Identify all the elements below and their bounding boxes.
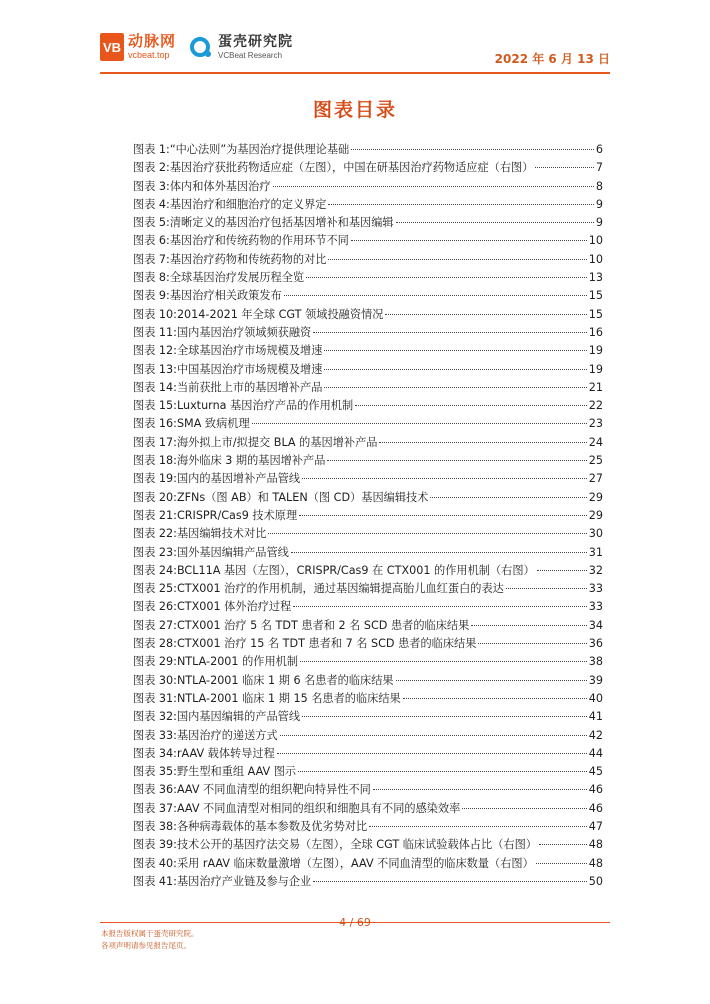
toc-entry-label: 图表 16: [133,417,177,431]
toc-entry[interactable] [133,397,603,415]
toc-entry[interactable] [133,855,603,873]
page-number: 4 / 69 [339,916,371,929]
toc-entry[interactable] [133,178,603,196]
toc-entry-title: 基因治疗药物和传统药物的对比 [169,252,327,266]
toc-entry[interactable] [133,287,603,305]
toc-entry-page: 25 [588,454,603,468]
vb-badge-icon: VB [100,33,124,61]
toc-entry-label: 图表 31: [133,691,177,705]
toc-entry[interactable] [133,452,603,470]
toc-entry-page: 19 [588,344,603,358]
toc-entry-page: 15 [588,289,603,303]
vcbeat-research-logo [190,30,293,64]
vcbeat-logo [100,30,176,64]
toc-entry-label: 图表 4: [133,197,170,211]
toc-entry-label: 图表 15: [133,399,177,413]
toc-entry[interactable] [133,196,603,214]
toc-entry-title: 技术公开的基因疗法交易（左图），全球 CGT 临床试验载体占比（右图） [176,838,537,852]
toc-entry-page: 33 [588,600,603,614]
toc-entry-title: 各种病毒载体的基本参数及优劣势对比 [176,819,368,833]
toc-entry-label: 图表 28: [133,637,177,651]
toc-entry-label: 图表 20: [133,490,177,504]
dot-leader [471,625,586,626]
toc-entry-title: 国内的基因增补产品管线 [176,472,301,486]
dot-leader [306,277,587,278]
toc-entry-title: 基因治疗和细胞治疗的定义界定 [169,197,327,211]
toc-entry-page: 44 [588,746,603,760]
dot-leader [300,661,587,662]
toc-entry[interactable] [133,342,603,360]
toc-entry-label: 图表 34: [133,746,177,760]
toc-entry-page: 50 [588,874,603,888]
dot-leader [328,204,593,205]
dot-leader [291,552,587,553]
header-divider [100,72,610,74]
toc-entry-label: 图表 41: [133,874,177,888]
toc-entry-page: 30 [588,527,603,541]
toc-entry[interactable] [133,544,603,562]
toc-entry-page: 29 [588,508,603,522]
toc-entry-page: 42 [588,728,603,742]
toc-entry-label: 图表 9: [133,289,170,303]
toc-entry[interactable] [133,836,603,854]
toc-entry[interactable] [133,635,603,653]
figure-index-list [133,141,603,891]
toc-entry-title: 基因治疗相关政策发布 [169,289,282,303]
dot-leader [328,259,586,260]
toc-entry[interactable] [133,873,603,891]
toc-entry-title: SMA 致病机理 [176,417,250,431]
toc-entry-title: NTLA-2001 临床 1 期 6 名患者的临床结果 [176,673,394,687]
dot-leader [539,844,587,845]
toc-entry[interactable] [133,470,603,488]
toc-entry-label: 图表 29: [133,655,177,669]
toc-entry-page: 40 [588,691,603,705]
toc-entry-page: 9 [595,197,603,211]
toc-entry[interactable] [133,763,603,781]
dot-leader [351,240,587,241]
toc-entry-label: 图表 38: [133,819,177,833]
toc-entry[interactable] [133,306,603,324]
toc-entry-page: 15 [588,307,603,321]
copyright-notes [101,928,199,952]
toc-entry[interactable] [133,269,603,287]
vcbeat-logo-cn: 动脉网 [128,32,177,50]
toc-entry-page: 48 [588,856,603,870]
toc-entry-title: 基因治疗和传统药物的作用环节不同 [169,234,349,248]
dot-leader [313,881,587,882]
dot-leader [430,497,586,498]
dot-leader [252,423,587,424]
toc-entry[interactable] [133,214,603,232]
toc-entry[interactable] [133,361,603,379]
toc-entry-title: AAV 不同血清型的组织靶向特异性不同 [176,783,371,797]
toc-entry-page: 34 [588,618,603,632]
toc-entry-label: 图表 23: [133,545,177,559]
toc-entry-title: 海外拟上市/拟提交 BLA 的基因增补产品 [176,435,378,449]
toc-entry-title: 国内基因治疗领域频获融资 [176,325,312,339]
toc-entry-title: CTX001 治疗 5 名 TDT 患者和 2 名 SCD 患者的临床结果 [176,618,470,632]
toc-entry-page: 29 [588,490,603,504]
dot-leader [280,735,587,736]
toc-entry-page: 21 [588,380,603,394]
toc-entry-page: 39 [588,673,603,687]
toc-entry[interactable] [133,159,603,177]
toc-entry-label: 图表 10: [133,307,177,321]
toc-entry-label: 图表 17: [133,435,177,449]
dot-leader [403,698,587,699]
toc-entry-title: 2014-2021 年全球 CGT 领域投融资情况 [176,307,384,321]
toc-entry[interactable] [133,708,603,726]
dot-leader [369,826,587,827]
dot-leader [478,643,586,644]
toc-entry-title: 基因治疗的递送方式 [176,728,278,742]
toc-entry-label: 图表 24: [133,563,177,577]
toc-entry[interactable] [133,781,603,799]
toc-entry-label: 图表 21: [133,508,177,522]
dot-leader [284,295,587,296]
toc-entry[interactable] [133,580,603,598]
toc-entry-label: 图表 33: [133,728,177,742]
toc-entry-page: 38 [588,655,603,669]
toc-entry-page: 8 [595,179,603,193]
toc-entry-page: 45 [588,765,603,779]
dot-leader [324,369,586,370]
toc-entry-page: 22 [588,399,603,413]
dot-leader [396,680,587,681]
toc-entry-page: 27 [588,472,603,486]
toc-entry-title: 当前获批上市的基因增补产品 [176,380,323,394]
toc-entry-page: 31 [588,545,603,559]
toc-entry-page: 10 [588,252,603,266]
dot-leader [379,442,586,443]
toc-entry-title: “中心法则”为基因治疗提供理论基础 [169,143,350,156]
dot-leader [324,387,586,388]
toc-entry[interactable] [133,745,603,763]
toc-entry-page: 46 [588,801,603,815]
toc-entry[interactable] [133,617,603,635]
toc-entry-page: 48 [588,838,603,852]
toc-entry-page: 47 [588,819,603,833]
toc-entry[interactable] [133,232,603,250]
dot-leader [313,332,587,333]
toc-entry-title: NTLA-2001 的作用机制 [176,655,299,669]
toc-entry-page: 7 [595,161,603,175]
dot-leader [373,789,587,790]
report-header [100,30,610,66]
toc-entry[interactable] [133,653,603,671]
toc-entry[interactable] [133,141,603,159]
toc-entry-page: 19 [588,362,603,376]
toc-entry-page: 13 [588,271,603,285]
research-logo-en: VCBeat Research [218,50,283,60]
toc-entry[interactable] [133,562,603,580]
toc-entry-title: 清晰定义的基因治疗包括基因增补和基因编辑 [169,216,394,230]
toc-entry[interactable] [133,507,603,525]
toc-entry-title: 采用 rAAV 临床数量激增（左图），AAV 不同血清型的临床数量（右图） [176,856,534,870]
toc-entry-page: 33 [588,582,603,596]
toc-entry-label: 图表 11: [133,325,177,339]
dot-leader [277,753,587,754]
dot-leader [506,588,587,589]
toc-entry-label: 图表 8: [133,271,170,285]
dot-leader [537,570,587,571]
report-date: 2022 年 6 月 13 日 [494,52,610,66]
toc-entry-title: 国内基因编辑的产品管线 [176,710,301,724]
toc-entry-title: CTX001 治疗的作用机制，通过基因编辑提高胎儿血红蛋白的表达 [176,582,504,596]
toc-entry-label: 图表 12: [133,344,177,358]
toc-entry-title: 体内和体外基因治疗 [169,179,271,193]
toc-entry-label: 图表 32: [133,710,177,724]
toc-entry[interactable] [133,818,603,836]
egg-ring-icon [190,37,210,57]
toc-entry-label: 图表 5: [133,216,170,230]
toc-entry-label: 图表 6: [133,234,170,248]
toc-entry-title: BCL11A 基因（左图），CRISPR/Cas9 在 CTX001 的作用机制（右图） [176,563,535,577]
toc-entry-title: 国外基因编辑产品管线 [176,545,289,559]
toc-entry[interactable] [133,727,603,745]
toc-entry-title: 基因治疗产业链及参与企业 [176,874,312,888]
toc-entry-label: 图表 26: [133,600,177,614]
toc-entry[interactable] [133,598,603,616]
page-title: 图表目录 [312,99,397,121]
toc-entry-page: 16 [588,325,603,339]
dot-leader [396,222,594,223]
toc-entry-page: 23 [588,417,603,431]
toc-entry[interactable] [133,415,603,433]
toc-entry-label: 图表 27: [133,618,177,632]
dot-leader [302,716,587,717]
toc-entry-label: 图表 18: [133,454,177,468]
toc-entry[interactable] [133,434,603,452]
toc-entry-title: CTX001 体外治疗过程 [176,600,292,614]
dot-leader [462,808,586,809]
toc-entry[interactable] [133,324,603,342]
toc-entry-page: 41 [588,710,603,724]
dot-leader [324,350,586,351]
toc-entry-label: 图表 25: [133,582,177,596]
research-logo-cn: 蛋壳研究院 [218,33,293,50]
toc-entry-label: 图表 40: [133,856,177,870]
toc-entry-title: 全球基因治疗市场规模及增速 [176,344,323,358]
dot-leader [351,149,594,150]
toc-entry-label: 图表 7: [133,252,170,266]
toc-entry-title: AAV 不同血清型对相同的组织和细胞具有不同的感染效率 [176,801,461,815]
toc-entry-label: 图表 35: [133,765,177,779]
dot-leader [299,515,587,516]
dot-leader [535,167,593,168]
dot-leader [536,863,587,864]
dot-leader [385,314,586,315]
toc-entry[interactable] [133,489,603,507]
toc-entry-title: 基因治疗获批药物适应症（左图），中国在研基因治疗药物适应症（右图） [169,161,534,175]
toc-entry-label: 图表 2: [133,161,170,175]
copyright-note-line: 本报告版权属于蛋壳研究院。 [101,929,199,938]
toc-entry[interactable] [133,672,603,690]
toc-entry-page: 9 [595,216,603,230]
toc-entry[interactable] [133,251,603,269]
toc-entry[interactable] [133,379,603,397]
disclaimer-note-line: 各项声明请参见报告尾页。 [101,941,191,950]
dot-leader [355,405,587,406]
toc-entry-title: 全球基因治疗发展历程全览 [169,271,305,285]
toc-entry-title: Luxturna 基因治疗产品的作用机制 [176,399,354,413]
vcbeat-logo-en: vcbeat.top [128,50,170,60]
toc-entry-label: 图表 3: [133,179,170,193]
toc-entry-label: 图表 22: [133,527,177,541]
toc-entry-label: 图表 14: [133,380,177,394]
dot-leader [273,186,594,187]
toc-entry-title: CTX001 治疗 15 名 TDT 患者和 7 名 SCD 患者的临床结果 [176,637,477,651]
toc-entry-page: 46 [588,783,603,797]
toc-entry-label: 图表 1: [133,143,170,156]
dot-leader [298,771,587,772]
toc-entry-title: 中国基因治疗市场规模及增速 [176,362,323,376]
toc-entry-page: 36 [588,637,603,651]
toc-entry-page: 10 [588,234,603,248]
toc-entry-page: 32 [588,563,603,577]
toc-entry[interactable] [133,800,603,818]
toc-entry-label: 图表 13: [133,362,177,376]
toc-entry-label: 图表 19: [133,472,177,486]
toc-entry-page: 24 [588,435,603,449]
toc-entry-title: ZFNs（图 AB）和 TALEN（图 CD）基因编辑技术 [176,490,429,504]
toc-entry-title: CRISPR/Cas9 技术原理 [176,508,298,522]
toc-entry-title: NTLA-2001 临床 1 期 15 名患者的临床结果 [176,691,401,705]
toc-entry-title: 基因编辑技术对比 [176,527,267,541]
dot-leader [327,460,586,461]
toc-entry-label: 图表 36: [133,783,177,797]
dot-leader [302,478,587,479]
dot-leader [268,533,586,534]
toc-entry-title: 海外临床 3 期的基因增补产品 [176,454,326,468]
toc-entry-label: 图表 30: [133,673,177,687]
toc-entry-title: rAAV 载体转导过程 [176,746,275,760]
toc-entry-label: 图表 39: [133,838,177,852]
dot-leader [293,606,586,607]
toc-entry-page: 6 [595,143,603,156]
toc-entry-label: 图表 37: [133,801,177,815]
toc-entry[interactable] [133,690,603,708]
toc-entry-title: 野生型和重组 AAV 图示 [176,765,297,779]
toc-entry[interactable] [133,525,603,543]
